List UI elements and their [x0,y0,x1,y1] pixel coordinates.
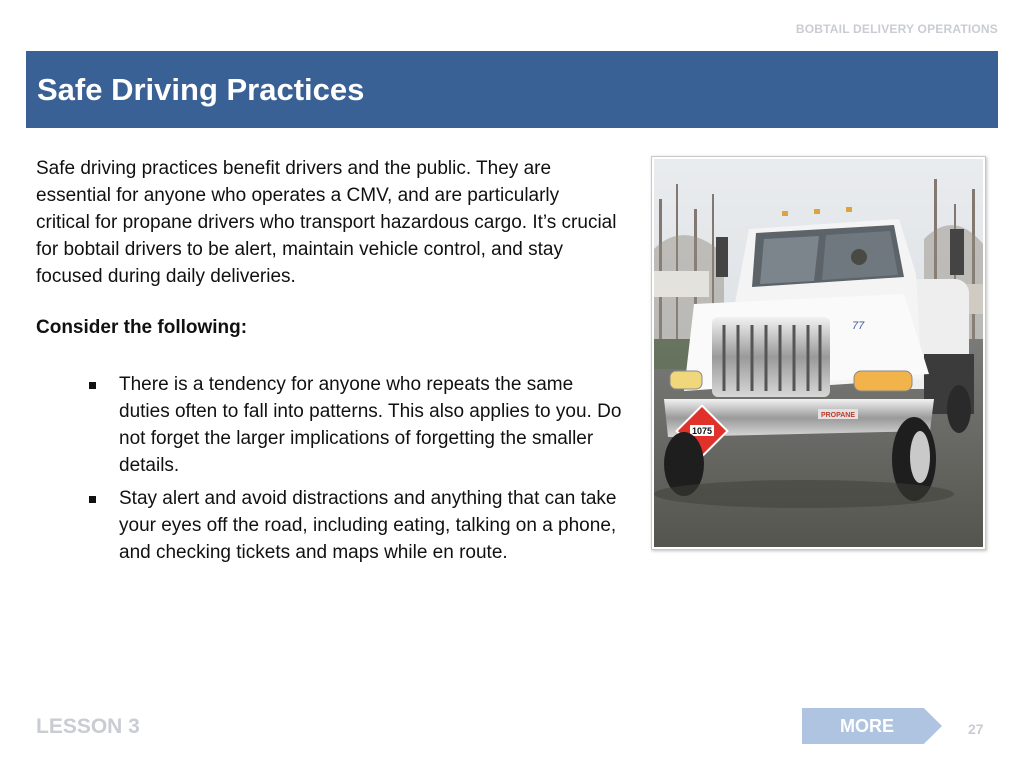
list-item [119,371,624,479]
title-bar [26,51,998,128]
bullet-text: There is a tendency for anyone who repeats the same duties often to fall into patterns. This also applies to you. Do not forget the larger implications of forgetting the smaller details. [119,374,622,476]
cab-number: 77 [852,320,865,332]
consider-heading: Consider the following: [36,317,248,338]
course-title: BOBTAIL DELIVERY OPERATIONS [795,22,998,36]
intro-paragraph: Safe driving practices benefit drivers and the public. They are essential for anyone who operates a CMV, and are particularly critical for propane drivers who transport hazardous cargo. It’s crucial for bobtail drivers to be alert, maintain vehicle control, and stay focused during daily deliveries. [36,158,617,287]
lesson-label: LESSON 3 [36,715,140,738]
square-bullet-icon [89,496,96,503]
more-button[interactable] [802,708,942,744]
slide-title: Safe Driving Practices [37,72,365,107]
list-item [119,485,624,566]
bullet-list [36,371,624,566]
truck-photo [651,156,986,550]
square-bullet-icon [89,382,96,389]
bumper-label: PROPANE [820,412,856,419]
page-number: 27 [968,721,984,737]
bullet-text: Stay alert and avoid distractions and anything that can take your eyes off the road, including eating, talking on a phone, and checking tickets and maps while en route. [119,488,617,563]
hazmat-placard-number: 1075 [691,426,713,436]
more-button-label: MORE [840,716,894,736]
propane-truck-image [654,159,983,547]
content-area [36,155,628,572]
